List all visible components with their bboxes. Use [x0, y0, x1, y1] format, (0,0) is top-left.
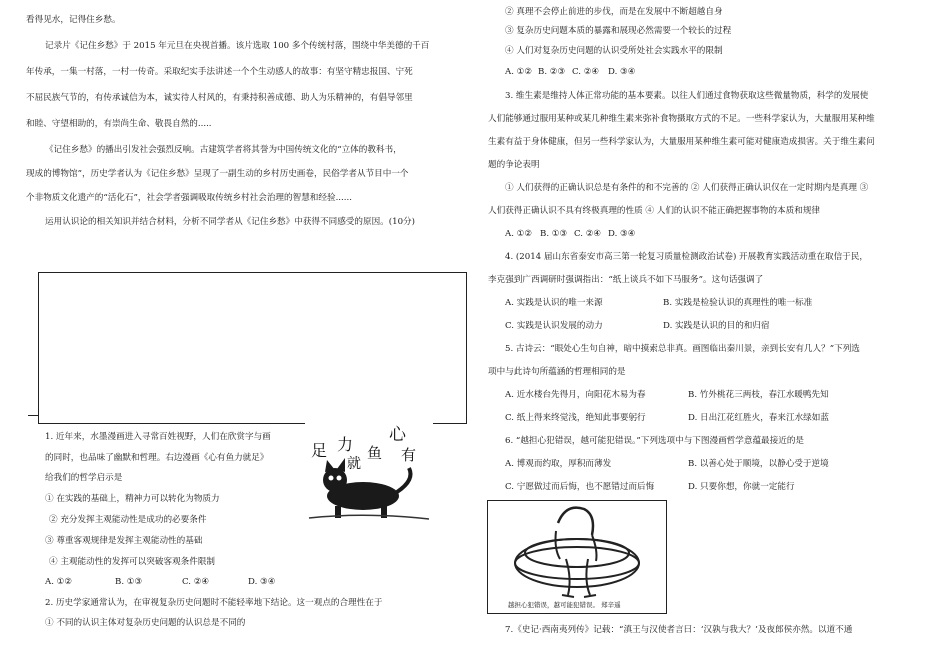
- q1-option-d[interactable]: D. ③④: [248, 577, 276, 587]
- q1-statement: ④ 主观能动性的发挥可以突破客观条件限制: [49, 557, 216, 567]
- intro-tail: 看得见水，记得住乡愁。: [26, 15, 121, 25]
- para1-line: 年传承，一集一村落，一村一传奇。采取纪实手法讲述一个个生动感人的故事：有坚守精忠报国、宁死: [26, 67, 413, 77]
- cartoon-cat-fish: [305, 420, 433, 522]
- q3-line: 题的争论表明: [488, 160, 540, 170]
- q1-line: 1. 近年来，水墨漫画进入寻常百姓视野，人们在欣赏字与画: [45, 432, 271, 442]
- q6-option-c[interactable]: C. 宁愿做过而后悔，也不愿错过而后悔: [505, 482, 655, 492]
- q3-line: 生素有益于身体健康，但另一些科学家认为，大量服用某种维生素可能对健康造成损害。关于维生素问: [488, 137, 875, 147]
- cartoon-title-char: 就: [347, 456, 361, 472]
- para1-line: 不屈民族气节的，有传承诚信为本，诚实待人村风的，有秉持积善成德、助人为乐精神的，有倡导邻里: [26, 93, 413, 103]
- q1-line: 给我们的哲学启示是: [45, 473, 123, 483]
- q2-statement: ③ 复杂历史问题本质的暴露和展现必然需要一个较长的过程: [505, 26, 732, 36]
- q3-option-c[interactable]: C. ②④: [574, 229, 602, 239]
- answer-box[interactable]: [38, 272, 467, 424]
- cartoon-caption: 越担心犯错误，越可能犯错误。 郑辛遥: [508, 601, 621, 609]
- q1-option-a[interactable]: A. ①②: [45, 577, 73, 587]
- q3-option-b[interactable]: B. ①③: [540, 229, 568, 239]
- q4-line: 4. (2014 届山东省泰安市高三第一轮复习质量检测政治试卷) 开展教育实践活动重在取信于民，: [505, 252, 868, 262]
- para2-line: 个非物质文化遗产的“活化石”，社会学者强调吸取传统乡村社会治理的智慧和经验......: [26, 193, 352, 203]
- q1-option-b[interactable]: B. ①③: [115, 577, 143, 587]
- q3-option-a[interactable]: A. ①②: [505, 229, 533, 239]
- q3-option-d[interactable]: D. ③④: [608, 229, 636, 239]
- q1-statement: ① 在实践的基础上，精神力可以转化为物质力: [45, 494, 220, 504]
- q2-statement: ② 真理不会停止前进的步伐，而是在发展中不断超越自身: [505, 7, 723, 17]
- q1-line: 的同时，也品味了幽默和哲理。右边漫画《心有鱼力就足》: [45, 453, 269, 463]
- q5-option-c[interactable]: C. 纸上得来终觉浅，绝知此事要躬行: [505, 413, 646, 423]
- q2-line: ① 不同的认识主体对复杂历史问题的认识总是不同的: [45, 618, 246, 628]
- para1-line: 和睦、守望相助的，有崇尚生命、敬畏自然的.....: [26, 119, 212, 129]
- para2-line: 《记住乡愁》的播出引发社会强烈反响。古建筑学者将其誉为中国传统文化的“立体的教科书，: [45, 145, 402, 155]
- q6-line: 6. “越担心犯错误，越可能犯错误。”下列选项中与下图漫画哲学意蕴最接近的是: [505, 436, 805, 446]
- question-prompt: 运用认识论的相关知识并结合材料，分析不同学者从《记住乡愁》中获得不同感受的原因。(10分): [45, 217, 415, 227]
- q3-line: 3. 维生素是维持人体正常功能的基本要素。以往人们通过食物获取这些微量物质，科学的发展使: [505, 91, 869, 101]
- q6-option-b[interactable]: B. 以善心处于顺境，以静心受于逆境: [688, 459, 829, 469]
- cartoon-life-ring: [487, 500, 667, 614]
- q3-line: 人们能够通过服用某种或某几种维生素来弥补食物摄取方式的不足。一些科学家认为，大量服用某种维: [488, 114, 875, 124]
- cartoon-title-char: 心: [389, 425, 406, 445]
- q2-option-b[interactable]: B. ②③: [538, 67, 566, 77]
- para1-line: 记录片《记住乡愁》于 2015 年元旦在央视首播。该片选取 100 多个传统村落，围绕中华美德的千百: [45, 41, 430, 51]
- q5-option-b[interactable]: B. 竹外桃花三两枝，春江水暖鸭先知: [688, 390, 829, 400]
- q3-statement: 人们获得正确认识不具有终极真理的性质 ④ 人们的认识不能正确把握事物的本质和规律: [488, 206, 821, 216]
- q2-option-a[interactable]: A. ①②: [505, 67, 533, 77]
- q4-option-d[interactable]: D. 实践是认识的目的和归宿: [663, 321, 770, 331]
- q1-statement: ③ 尊重客观规律是发挥主观能动性的基础: [45, 536, 203, 546]
- q4-line: 李克强到广西调研时强调指出：“纸上谈兵不如下马服务”。这句话强调了: [488, 275, 764, 285]
- q2-option-d[interactable]: D. ③④: [608, 67, 636, 77]
- cartoon-title-char: 力: [337, 435, 354, 454]
- q2-option-c[interactable]: C. ②④: [572, 67, 600, 77]
- q5-line: 5. 古诗云：“眼处心生句自神，暗中摸索总非真。画图临出秦川景，亲到长安有几人？”下列选: [505, 344, 860, 354]
- q5-option-d[interactable]: D. 日出江花红胜火，春来江水绿如蓝: [688, 413, 829, 423]
- q3-statement: ① 人们获得的正确认识总是有条件的和不完善的 ② 人们获得正确认识仅在一定时期内是真理 ③: [505, 183, 869, 193]
- para2-line: 现成的博物馆”，历史学者认为《记住乡愁》呈现了一副生动的乡村历史画卷，民俗学者从节目中一个: [26, 169, 409, 179]
- answer-box-marker: [28, 415, 38, 416]
- cat-illustration: [309, 458, 429, 519]
- q4-option-a[interactable]: A. 实践是认识的唯一来源: [505, 298, 603, 308]
- q6-option-d[interactable]: D. 只要你想，你就一定能行: [688, 482, 795, 492]
- q6-option-a[interactable]: A. 博观而约取，厚积而薄发: [505, 459, 612, 469]
- life-ring-illustration: [515, 508, 639, 597]
- cartoon-title-char: 足: [311, 441, 328, 460]
- q5-line: 项中与此诗句所蕴涵的哲理相同的是: [488, 367, 626, 377]
- q2-statement: ④ 人们对复杂历史问题的认识受所处社会实践水平的限制: [505, 46, 723, 56]
- q1-statement: ② 充分发挥主观能动性是成功的必要条件: [49, 515, 207, 525]
- q5-option-a[interactable]: A. 近水楼台先得月，向阳花木易为春: [505, 390, 646, 400]
- q2-line: 2. 历史学家通常认为，在审视复杂历史问题时不能轻率地下结论。这一观点的合理性在于: [45, 598, 383, 608]
- cartoon-title-char: 鱼: [367, 444, 383, 462]
- q4-option-b[interactable]: B. 实践是检验认识的真理性的唯一标准: [663, 298, 813, 308]
- q1-option-c[interactable]: C. ②④: [182, 577, 210, 587]
- cartoon-title-char: 有: [401, 446, 417, 464]
- q7-line: 7.《史记·西南夷列传》记载：“滇王与汉使者言曰：‘汉孰与我大？’及夜郎侯亦然。以道不通: [505, 625, 853, 635]
- q4-option-c[interactable]: C. 实践是认识发展的动力: [505, 321, 603, 331]
